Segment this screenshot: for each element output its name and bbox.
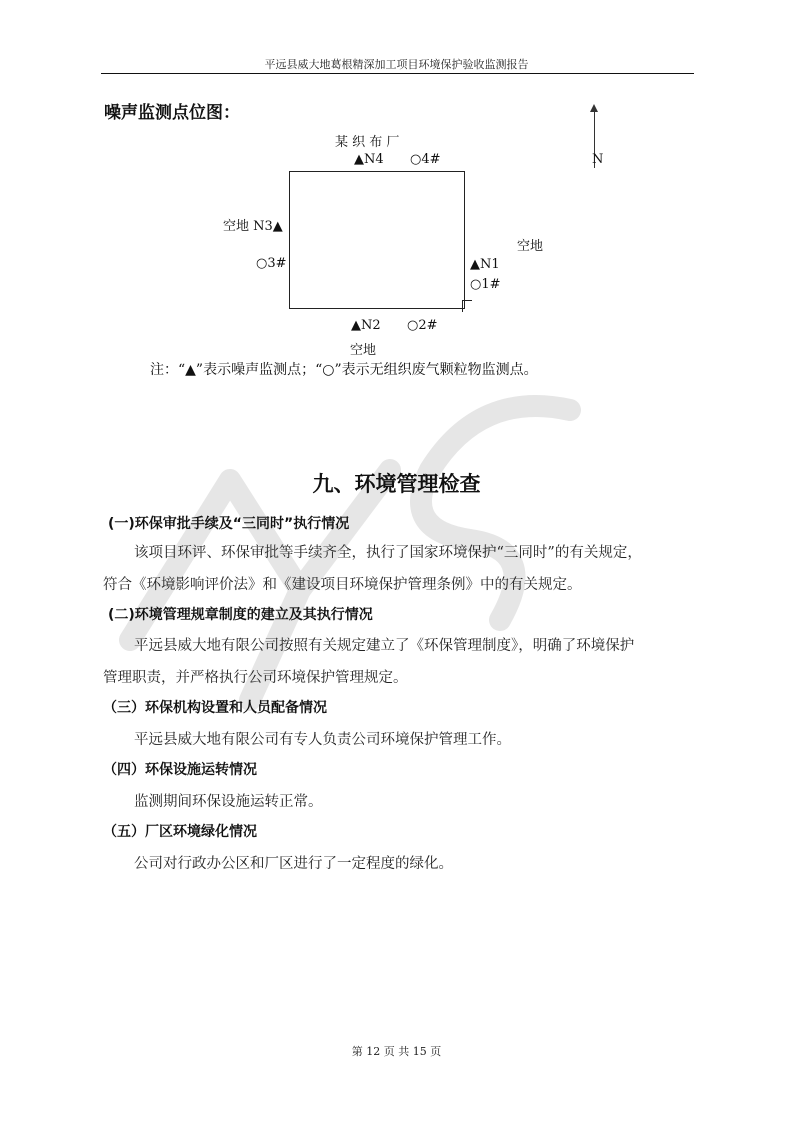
subsection-heading: （三）环保机构设置和人员配备情况 — [103, 700, 327, 716]
noise-point-n4: ▲N4 — [354, 152, 384, 167]
section-title: 九、环境管理检查 — [312, 472, 481, 496]
boundary-tick — [462, 300, 472, 301]
header-divider — [101, 73, 694, 74]
noise-point-n1: ▲N1 — [470, 257, 500, 272]
noise-point-n3: 空地 N3▲ — [223, 219, 283, 234]
diagram-title: 噪声监测点位图： — [104, 103, 240, 123]
gas-point-1: ○1# — [470, 277, 501, 292]
gas-point-3: ○3# — [256, 256, 287, 271]
paragraph-line: 管理职责，并严格执行公司环境保护管理规定。 — [103, 670, 408, 686]
paragraph-line: 平远县威大地有限公司有专人负责公司环境保护管理工作。 — [134, 732, 511, 748]
gas-point-4: ○4# — [410, 152, 441, 167]
boundary-tick — [462, 300, 463, 312]
site-boundary — [289, 171, 465, 309]
south-neighbor-label: 空地 — [350, 343, 377, 358]
subsection-heading: (一)环保审批手续及“三同时”执行情况 — [108, 516, 350, 532]
top-neighbor-label: 某 织 布 厂 — [335, 135, 400, 150]
document-header-title: 平远县威大地葛根精深加工项目环境保护验收监测报告 — [264, 58, 529, 71]
subsection-heading: (二)环境管理规章制度的建立及其执行情况 — [108, 607, 373, 623]
paragraph-line: 该项目环评、环保审批等手续齐全，执行了国家环境保护“三同时”的有关规定， — [134, 545, 642, 561]
paragraph-line: 符合《环境影响评价法》和《建设项目环境保护管理条例》中的有关规定。 — [103, 577, 582, 593]
paragraph-line: 公司对行政办公区和厂区进行了一定程度的绿化。 — [134, 856, 453, 872]
noise-point-n2: ▲N2 — [351, 318, 381, 333]
diagram-note: 注：“▲”表示噪声监测点；“○”表示无组织废气颗粒物监测点。 — [150, 362, 538, 378]
subsection-heading: （五）厂区环境绿化情况 — [103, 824, 257, 840]
east-neighbor-label: 空地 — [517, 239, 544, 254]
subsection-heading: （四）环保设施运转情况 — [103, 762, 257, 778]
paragraph-line: 监测期间环保设施运转正常。 — [134, 794, 323, 810]
page-number: 第 12 页 共 15 页 — [351, 1045, 442, 1058]
gas-point-2: ○2# — [407, 318, 438, 333]
north-label: N — [592, 152, 604, 167]
paragraph-line: 平远县威大地有限公司按照有关规定建立了《环保管理制度》，明确了环境保护 — [134, 638, 635, 654]
